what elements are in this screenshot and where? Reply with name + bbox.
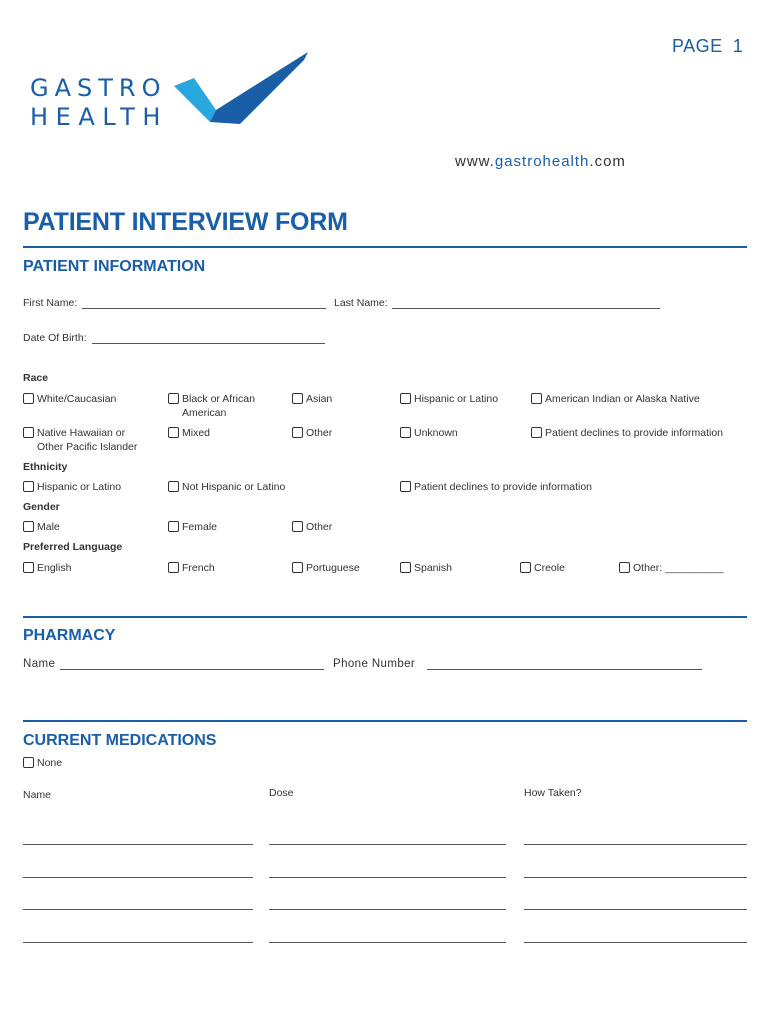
pharmacy-heading: PHARMACY — [23, 627, 116, 644]
race-label: Race — [23, 372, 49, 384]
title-divider — [23, 246, 747, 248]
race-option-other[interactable]: Other — [292, 426, 332, 440]
medication-dose-line[interactable] — [269, 844, 506, 845]
medication-name-line[interactable] — [23, 844, 253, 845]
ethnicity-option-declines[interactable]: Patient declines to provide information — [400, 480, 592, 494]
checkbox-icon[interactable] — [168, 521, 179, 532]
medication-name-line[interactable] — [23, 942, 253, 943]
medications-divider — [23, 720, 747, 722]
gender-option-male[interactable]: Male — [23, 520, 60, 534]
website-prefix: www. — [455, 153, 495, 170]
checkbox-icon[interactable] — [400, 427, 411, 438]
medication-how-taken-column-label: How Taken? — [524, 787, 582, 799]
checkbox-icon[interactable] — [23, 427, 34, 438]
page-number: 1 — [732, 36, 744, 56]
language-option-creole[interactable]: Creole — [520, 561, 565, 575]
gender-option-other[interactable]: Other — [292, 520, 332, 534]
pharmacy-phone-label: Phone Number — [333, 658, 416, 670]
race-option-mixed[interactable]: Mixed — [168, 426, 210, 440]
checkbox-icon[interactable] — [400, 393, 411, 404]
website-url[interactable] — [455, 153, 626, 170]
last-name-field[interactable] — [392, 308, 660, 309]
form-title: PATIENT INTERVIEW FORM — [23, 208, 348, 236]
preferred-language-label: Preferred Language — [23, 541, 123, 553]
medication-name-line[interactable] — [23, 877, 253, 878]
medications-none-option[interactable]: None — [23, 756, 62, 770]
first-name-label: First Name: — [23, 297, 78, 309]
gender-option-female[interactable]: Female — [168, 520, 217, 534]
medication-dose-line[interactable] — [269, 942, 506, 943]
race-option-american-indian[interactable]: American Indian or Alaska Native — [531, 392, 700, 406]
ethnicity-label: Ethnicity — [23, 461, 68, 473]
gender-label: Gender — [23, 501, 60, 513]
checkbox-icon[interactable] — [531, 393, 542, 404]
medication-how-taken-line[interactable] — [524, 942, 747, 943]
checkbox-icon[interactable] — [168, 481, 179, 492]
language-option-english[interactable]: English — [23, 561, 71, 575]
checkbox-icon[interactable] — [619, 562, 630, 573]
ethnicity-option-hispanic[interactable]: Hispanic or Latino — [23, 480, 121, 494]
race-option-asian[interactable]: Asian — [292, 392, 332, 406]
date-of-birth-field[interactable] — [92, 343, 325, 344]
language-option-spanish[interactable]: Spanish — [400, 561, 452, 575]
checkbox-icon[interactable] — [292, 427, 303, 438]
checkbox-icon[interactable] — [168, 393, 179, 404]
date-of-birth-label: Date Of Birth: — [23, 332, 87, 344]
medication-how-taken-line[interactable] — [524, 909, 747, 910]
checkbox-icon[interactable] — [23, 393, 34, 404]
race-option-native-hawaiian[interactable]: Native Hawaiian or Other Pacific Islander — [23, 426, 137, 454]
language-option-other[interactable]: Other: __________ — [619, 561, 724, 575]
checkbox-icon[interactable] — [400, 481, 411, 492]
medication-name-line[interactable] — [23, 909, 253, 910]
pharmacy-name-label: Name — [23, 658, 56, 670]
pharmacy-phone-field[interactable] — [427, 669, 702, 670]
checkbox-icon[interactable] — [292, 521, 303, 532]
medication-dose-column-label: Dose — [269, 787, 294, 799]
logo-checkmark-icon — [172, 52, 312, 128]
ethnicity-option-not-hispanic[interactable]: Not Hispanic or Latino — [168, 480, 285, 494]
medication-name-column-label: Name — [23, 789, 52, 801]
race-option-hispanic[interactable]: Hispanic or Latino — [400, 392, 498, 406]
checkbox-icon[interactable] — [23, 521, 34, 532]
website-suffix: .com — [589, 153, 626, 170]
page-number-label — [672, 36, 743, 57]
last-name-label: Last Name: — [334, 297, 388, 309]
race-option-white[interactable]: White/Caucasian — [23, 392, 116, 406]
medication-how-taken-line[interactable] — [524, 877, 747, 878]
checkbox-icon[interactable] — [292, 562, 303, 573]
race-option-unknown[interactable]: Unknown — [400, 426, 458, 440]
checkbox-icon[interactable] — [292, 393, 303, 404]
page-word: PAGE — [672, 36, 723, 56]
checkbox-icon[interactable] — [168, 427, 179, 438]
language-option-portuguese[interactable]: Portuguese — [292, 561, 360, 575]
patient-information-heading: PATIENT INFORMATION — [23, 258, 206, 275]
checkbox-icon[interactable] — [400, 562, 411, 573]
medication-how-taken-line[interactable] — [524, 844, 747, 845]
logo-word-gastro: GASTRO — [30, 74, 167, 102]
checkbox-icon[interactable] — [520, 562, 531, 573]
pharmacy-name-field[interactable] — [60, 669, 324, 670]
checkbox-icon[interactable] — [23, 562, 34, 573]
current-medications-heading: CURRENT MEDICATIONS — [23, 732, 217, 749]
checkbox-icon[interactable] — [23, 481, 34, 492]
checkbox-icon[interactable] — [23, 757, 34, 768]
medication-dose-line[interactable] — [269, 877, 506, 878]
gastro-health-logo — [24, 52, 314, 130]
language-option-french[interactable]: French — [168, 561, 215, 575]
first-name-field[interactable] — [82, 308, 326, 309]
medication-dose-line[interactable] — [269, 909, 506, 910]
checkbox-icon[interactable] — [168, 562, 179, 573]
race-option-black[interactable]: Black or African American — [168, 392, 255, 420]
pharmacy-divider — [23, 616, 747, 618]
logo-word-health: HEALTH — [30, 103, 169, 131]
website-domain: gastrohealth — [494, 153, 590, 170]
checkbox-icon[interactable] — [531, 427, 542, 438]
race-option-declines[interactable]: Patient declines to provide information — [531, 426, 723, 440]
